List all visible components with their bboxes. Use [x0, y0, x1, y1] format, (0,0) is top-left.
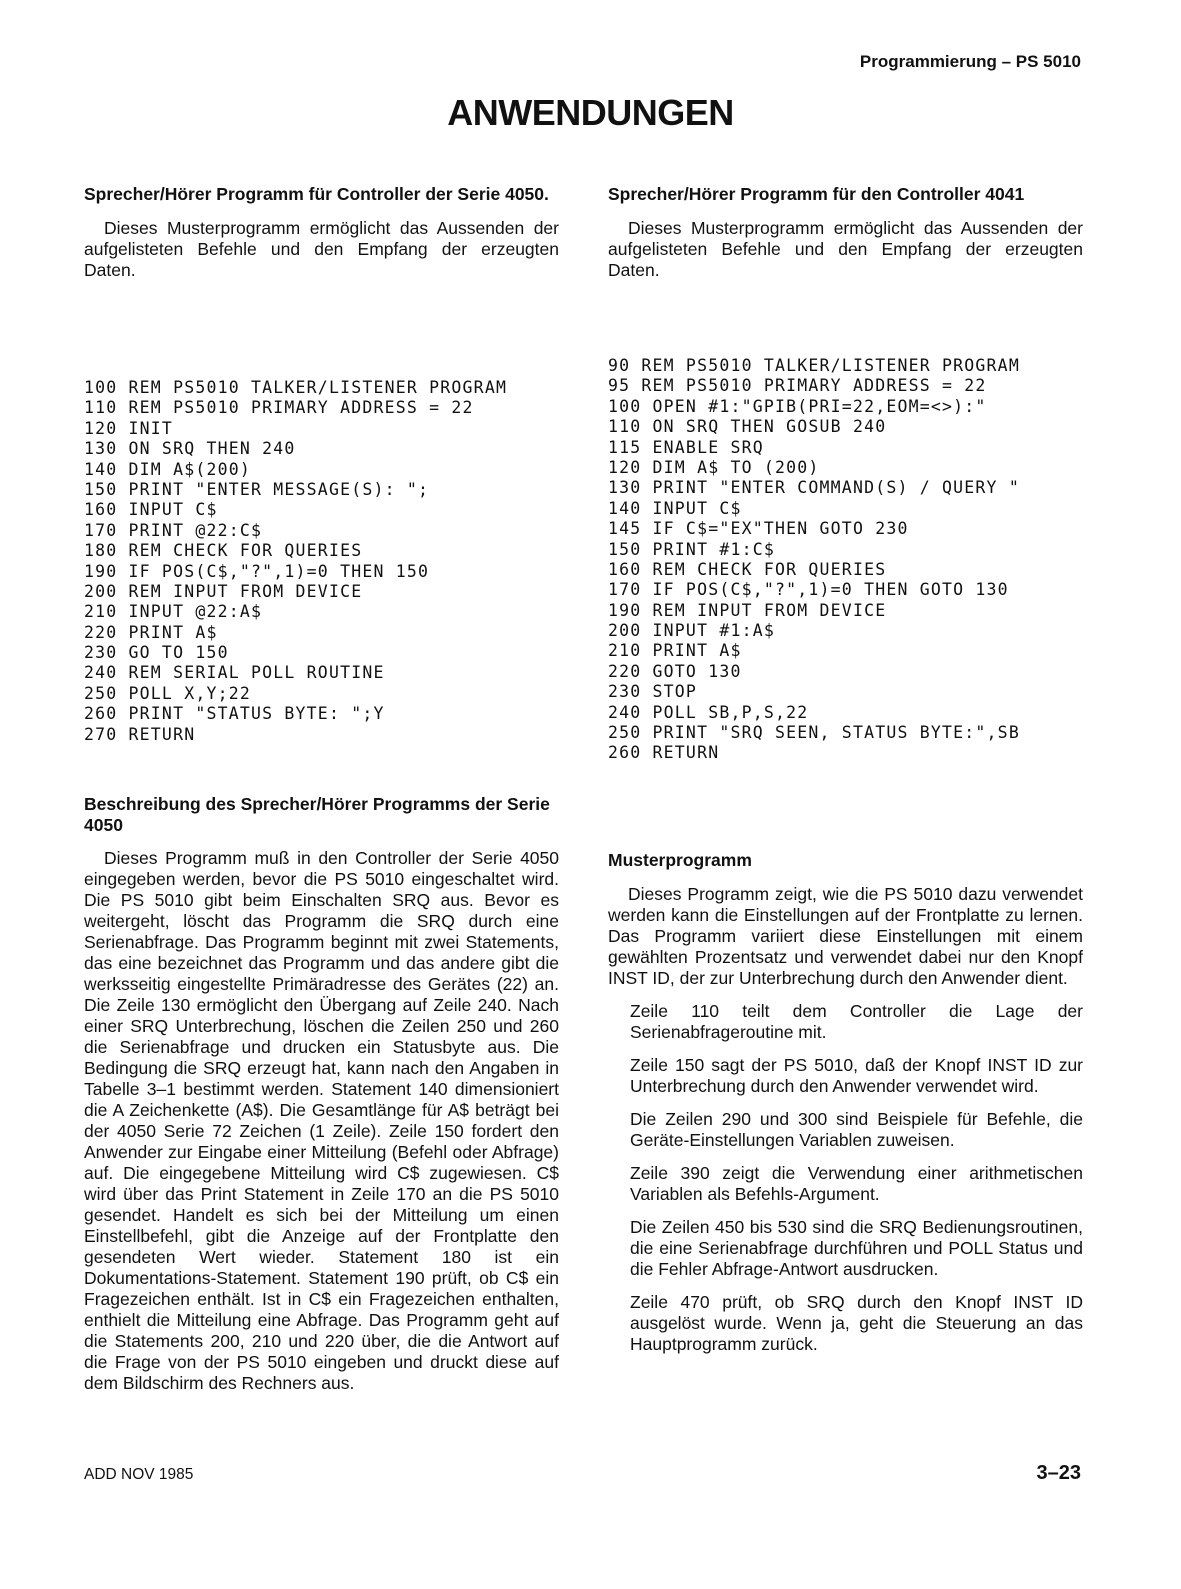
code-line: 200 INPUT #1:A$: [608, 621, 776, 641]
code-line: 160 REM CHECK FOR QUERIES: [608, 559, 887, 579]
description-text: Dieses Programm muß in den Controller der Serie 4050 eingegeben werden, bevor die PS 5010 eingeschaltet wird. Die PS 5010 gibt beim Einschalten SRQ aus. Bevor es weitergeht, löscht das Programm die SRQ durch eine Serienabfrage. Das Programm beginnt mit zwei Statements, das eine bezeichnet das Programm und das andere gibt die werksseitig eingestellte Primäradresse des Gerätes (22) an. Die Zeile 130 ermöglicht den Übergang auf Zeile 240. Nach einer SRQ Unterbrechung, löschen die Zeilen 250 und 260 die Serienabfrage und drucken ein Statusbyte aus. Die Bedingung die SRQ erzeugt hat, kann nach den Angaben in Tabelle 3–1 bestimmt werden. Statement 140 dimensioniert die A Zeichenkette (A$). Die Gesamtlänge für A$ beträgt bei der 4050 Serie 72 Zeichen (1 Zeile). Zeile 150 fordert den Anwender zur Eingabe einer Mitteilung (Befehl oder Abfrage) auf. Die eingegebene Mitteilung wird C$ zugewiesen. C$ wird über das Print Statement in Zeile 170 an die PS 5010 gesendet. Handelt es sich bei der Mitteilung um einen Einstellbefehl, gibt die Anzeige auf der Frontplatte den gesendeten Wert wieder. Statement 180 ist ein Dokumentations-Statement. Statement 190 prüft, ob C$ ein Fragezeichen enthält. Ist in C$ ein Fragezeichen enthalten, enthielt die Mitteilung eine Abfrage. Das Programm geht auf die Statements 200, 210 und 220 über, die die Antwort auf die Frage von der PS 5010 eingeben und druckt diese auf dem Bildschirm des Rechners aus.: [84, 848, 559, 1393]
right-intro-section: [608, 184, 1083, 281]
note-item: Zeile 470 prüft, ob SRQ durch den Knopf INST ID ausgelöst wurde. Wenn ja, geht die Steuerung an das Hauptprogramm zurück.: [630, 1292, 1083, 1354]
code-line: 160 INPUT C$: [84, 500, 218, 520]
code-line: 220 PRINT A$: [84, 622, 218, 642]
code-line: 250 PRINT "SRQ SEEN, STATUS BYTE:",SB: [608, 723, 1020, 743]
code-line: 110 REM PS5010 PRIMARY ADDRESS = 22: [84, 398, 474, 418]
footer-date: ADD NOV 1985: [84, 1466, 194, 1483]
code-line: 110 ON SRQ THEN GOSUB 240: [608, 417, 887, 437]
note-item: Zeile 390 zeigt die Verwendung einer arithmetischen Variablen als Befehls-Argument.: [630, 1163, 1083, 1204]
code-line: 90 REM PS5010 TALKER/LISTENER PROGRAM: [608, 356, 1020, 375]
code-line: 150 PRINT #1:C$: [608, 539, 776, 559]
note-item: Die Zeilen 290 und 300 sind Beispiele für Befehle, die Geräte-Einstellungen Variablen zuweisen.: [630, 1109, 1083, 1150]
right-code-listing: [608, 356, 1088, 764]
right-intro-text: Dieses Musterprogramm ermöglicht das Aussenden der aufgelisteten Befehle und den Empfang der erzeugten Daten.: [608, 218, 1083, 280]
right-heading: Sprecher/Hörer Programm für den Controller 4041: [608, 184, 1025, 204]
code-line: 200 REM INPUT FROM DEVICE: [84, 581, 363, 601]
note-item: Zeile 150 sagt der PS 5010, daß der Knopf INST ID zur Unterbrechung durch den Anwender verwendet wird.: [630, 1055, 1083, 1096]
code-line: 130 PRINT "ENTER COMMAND(S) / QUERY ": [608, 478, 1020, 498]
left-description-section: [84, 794, 559, 1394]
code-line: 210 INPUT @22:A$: [84, 602, 263, 622]
code-line: 140 DIM A$(200): [84, 459, 252, 479]
sample-program-section: [608, 850, 1083, 1367]
left-intro-section: [84, 184, 559, 281]
note-item: Zeile 110 teilt dem Controller die Lage der Serienabfrageroutine mit.: [630, 1001, 1083, 1042]
code-line: 190 IF POS(C$,"?",1)=0 THEN 150: [84, 561, 430, 581]
code-line: 170 PRINT @22:C$: [84, 520, 263, 540]
page-title: ANWENDUNGEN: [447, 92, 734, 133]
code-line: 260 RETURN: [608, 743, 720, 763]
running-header: Programmierung – PS 5010: [859, 52, 1081, 71]
code-line: 140 INPUT C$: [608, 498, 742, 518]
code-line: 180 REM CHECK FOR QUERIES: [84, 541, 363, 561]
page-number: 3–23: [1036, 1462, 1081, 1484]
code-line: 130 ON SRQ THEN 240: [84, 439, 296, 459]
code-line: 95 REM PS5010 PRIMARY ADDRESS = 22: [608, 376, 987, 396]
code-line: 190 REM INPUT FROM DEVICE: [608, 600, 887, 620]
code-line: 115 ENABLE SRQ: [608, 437, 764, 457]
left-heading: Sprecher/Hörer Programm für Controller der Serie 4050.: [84, 184, 549, 204]
code-line: 230 GO TO 150: [84, 643, 229, 663]
left-code-listing: [84, 378, 584, 745]
code-line: 250 POLL X,Y;22: [84, 683, 252, 703]
code-line: 230 STOP: [608, 682, 698, 702]
code-line: 210 PRINT A$: [608, 641, 742, 661]
code-line: 240 REM SERIAL POLL ROUTINE: [84, 663, 385, 683]
sample-notes-list: [608, 1001, 1083, 1355]
description-heading: Beschreibung des Sprecher/Hörer Programms der Serie 4050: [84, 794, 550, 835]
code-line: 240 POLL SB,P,S,22: [608, 702, 809, 722]
code-line: 150 PRINT "ENTER MESSAGE(S): ";: [84, 479, 430, 499]
code-line: 100 OPEN #1:"GPIB(PRI=22,EOM=<>):": [608, 396, 987, 416]
sample-heading: Musterprogramm: [608, 850, 752, 870]
code-line: 270 RETURN: [84, 724, 196, 744]
code-line: 120 INIT: [84, 418, 174, 438]
note-item: Die Zeilen 450 bis 530 sind die SRQ Bedienungsroutinen, die eine Serienabfrage durchführen und POLL Status und die Fehler Abfrage-Antwort ausdrucken.: [630, 1217, 1083, 1279]
sample-intro-text: Dieses Programm zeigt, wie die PS 5010 dazu verwendet werden kann die Einstellungen auf der Frontplatte zu lernen. Das Programm variiert diese Einstellungen mit einem gewählten Prozentsatz und verwendet dabei nur den Knopf INST ID, der zur Unterbrechung durch den Anwender dient.: [608, 884, 1083, 988]
code-line: 220 GOTO 130: [608, 661, 742, 681]
code-line: 100 REM PS5010 TALKER/LISTENER PROGRAM: [84, 378, 508, 397]
code-line: 170 IF POS(C$,"?",1)=0 THEN GOTO 130: [608, 580, 1009, 600]
code-line: 260 PRINT "STATUS BYTE: ";Y: [84, 704, 385, 724]
code-line: 145 IF C$="EX"THEN GOTO 230: [608, 519, 909, 539]
code-line: 120 DIM A$ TO (200): [608, 457, 820, 477]
left-intro-text: Dieses Musterprogramm ermöglicht das Aussenden der aufgelisteten Befehle und den Empfang der erzeugten Daten.: [84, 218, 559, 280]
